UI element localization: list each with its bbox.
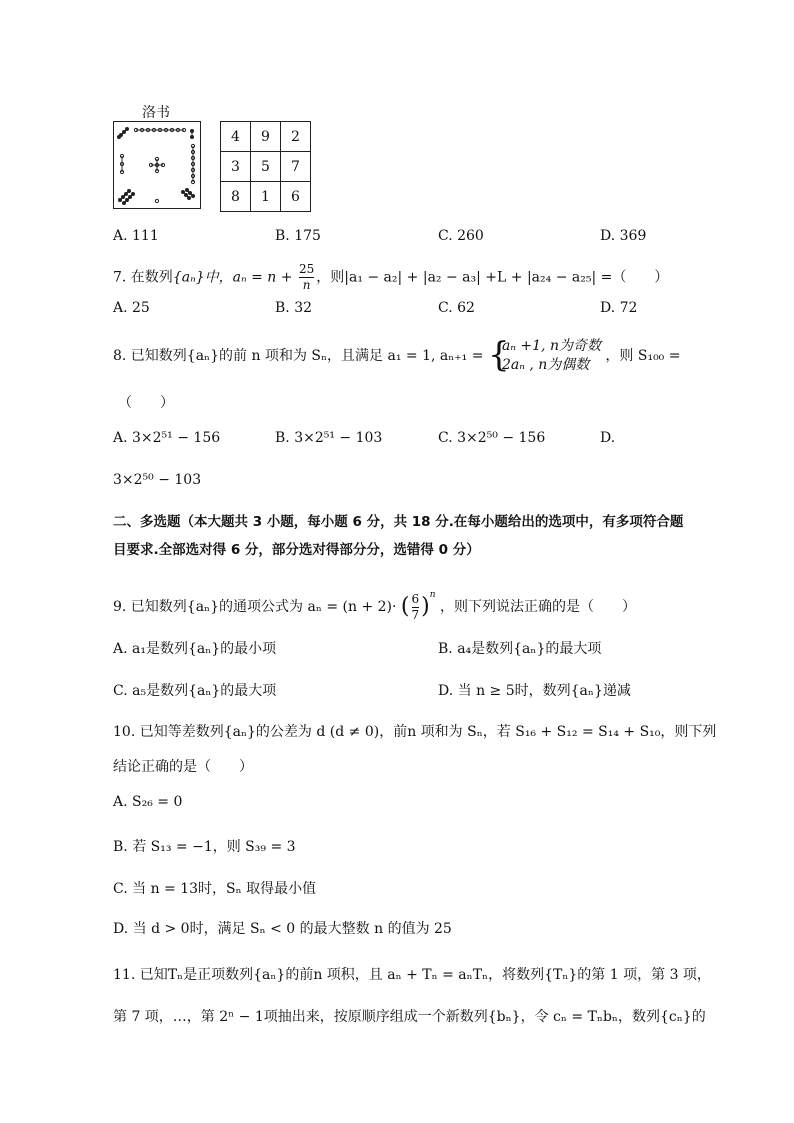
- q9-frac-num: 6: [411, 591, 420, 606]
- q7-option-c: C. 62: [438, 300, 475, 316]
- q9-option-b: B. a₄是数列{aₙ}的最大项: [438, 641, 602, 657]
- q8-case-odd: aₙ +1, n为奇数: [501, 338, 601, 354]
- question-11-line1: 11. 已知Tₙ是正项数列{aₙ}的前n 项积，且 aₙ + Tₙ = aₙTₙ，将数列{Tₙ}的第 1 项，第 3 项，: [113, 967, 711, 983]
- q7-fraction: [299, 262, 314, 293]
- section-2-heading-line2: 目要求.全部选对得 6 分，部分选对得部分分，选错得 0 分）: [113, 542, 480, 558]
- q7-seq: {aₙ}: [172, 269, 205, 286]
- q8-tail: ，则 S₁₀₀ =: [605, 348, 681, 364]
- q8-case-even: 2aₙ , n为偶数: [501, 357, 590, 373]
- q9-power: n: [429, 590, 436, 600]
- q9-text: 9. 已知数列{aₙ}的通项公式为 aₙ = (n + 2)·: [113, 599, 397, 615]
- grid-cell: 4: [221, 122, 251, 152]
- q10-option-a: A. S₂₆ = 0: [113, 794, 183, 810]
- q8-option-c: C. 3×2⁵⁰ − 156: [438, 430, 546, 446]
- q7-frac-den: n: [302, 278, 311, 292]
- q7-frac-num: 25: [298, 262, 315, 276]
- q9-rparen: ): [421, 594, 430, 619]
- grid-cell: 1: [251, 182, 281, 212]
- question-9: [113, 578, 636, 622]
- q6-option-d: D. 369: [600, 228, 647, 244]
- q7-tail: ，则|a₁ − a₂| + |a₂ − a₃| +L + |a₂₄ − a₂₅| =（ ）: [316, 269, 669, 286]
- question-10-line2: 结论正确的是（ ）: [113, 759, 253, 775]
- q7-mid: 中，aₙ = n +: [204, 269, 293, 286]
- q8-brace: {: [487, 335, 510, 375]
- q8-option-a: A. 3×2⁵¹ − 156: [113, 430, 221, 446]
- grid-cell: 6: [281, 182, 311, 212]
- q7-option-b: B. 32: [275, 300, 313, 316]
- grid-cell: 2: [281, 122, 311, 152]
- q8-paren: （ ）: [118, 395, 174, 411]
- q7-option-a: A. 25: [113, 300, 150, 316]
- question-11-line2: 第 7 项，…，第 2ⁿ − 1项抽出来，按原顺序组成一个新数列{bₙ}，令 cₙ = Tₙbₙ，数列{cₙ}的: [113, 1009, 706, 1025]
- section-2-heading-line1: 二、多选题（本大题共 3 小题，每小题 6 分，共 18 分.在每小题给出的选项中，有多项符合题: [113, 514, 684, 530]
- q7-label: 7. 在数列: [113, 269, 173, 286]
- q6-option-a: A. 111: [113, 228, 159, 244]
- grid-cell: 5: [251, 152, 281, 182]
- question-7: [113, 262, 668, 293]
- luoshu-dots-image: [114, 122, 200, 208]
- q9-option-a: A. a₁是数列{aₙ}的最小项: [113, 641, 277, 657]
- q10-option-c: C. 当 n = 13时，Sₙ 取得最小值: [113, 881, 317, 897]
- grid-cell: 3: [221, 152, 251, 182]
- question-8: [113, 336, 680, 376]
- q9-option-c: C. a₅是数列{aₙ}的最大项: [113, 683, 277, 699]
- q8-cases: [488, 337, 601, 375]
- grid-cell: 8: [221, 182, 251, 212]
- q9-fraction: [412, 592, 420, 623]
- q9-option-d: D. 当 n ≥ 5时，数列{aₙ}递减: [438, 683, 631, 699]
- question-10-line1: 10. 已知等差数列{aₙ}的公差为 d (d ≠ 0)，前n 项和为 Sₙ，若 S₁₆ + S₁₂ = S₁₄ + S₁₀，则下列: [113, 724, 717, 740]
- q10-option-d: D. 当 d > 0时，满足 Sₙ < 0 的最大整数 n 的值为 25: [113, 921, 452, 937]
- q9-tail: ，则下列说法正确的是（ ）: [439, 599, 636, 615]
- luoshu-diagram: [113, 121, 201, 209]
- q6-option-b: B. 175: [275, 228, 321, 244]
- q8-option-d: D.: [600, 430, 616, 446]
- q8-text: 8. 已知数列{aₙ}的前 n 项和为 Sₙ，且满足 a₁ = 1, aₙ₊₁ =: [113, 348, 484, 364]
- grid-cell: 7: [281, 152, 311, 182]
- magic-square-grid: [220, 121, 311, 212]
- q10-option-b: B. 若 S₁₃ = −1，则 S₃₉ = 3: [113, 839, 296, 855]
- q9-frac-den: 7: [411, 607, 420, 622]
- q6-option-c: C. 260: [438, 228, 484, 244]
- q7-option-d: D. 72: [600, 300, 638, 316]
- q9-lparen: (: [400, 594, 410, 619]
- q8-option-b: B. 3×2⁵¹ − 103: [275, 430, 383, 446]
- q8-option-d-value: 3×2⁵⁰ − 103: [113, 472, 202, 488]
- grid-cell: 9: [251, 122, 281, 152]
- luoshu-title: 洛书: [142, 105, 170, 121]
